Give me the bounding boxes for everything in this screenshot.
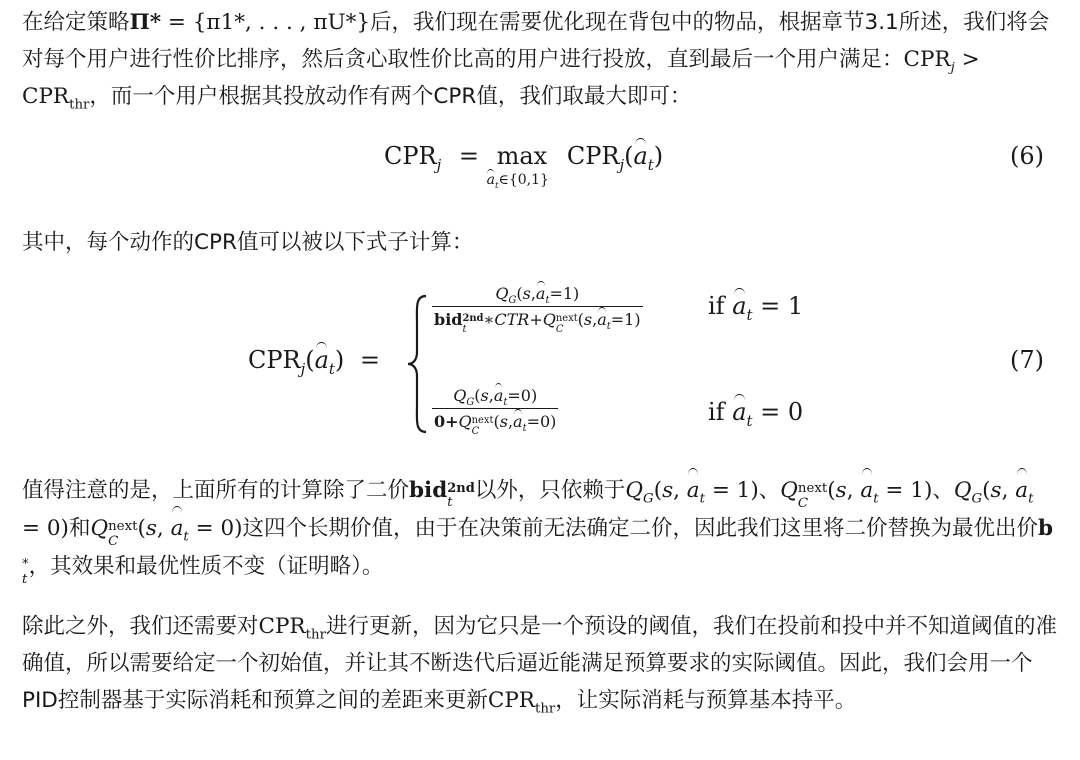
paragraph-3: 值得注意的是，上面所有的计算除了二价bid 2nd t 以外，只依赖于$Q_G(s$, $a_t = 1$)、Q next C (s, $a_t = 1$)、$Q_G(s$, $a_t = 0$)和Q next C (s, $a_t = 0$)这四个长期价值，由于在决策前无法确定二价，因此我们这里将二价替换为最优出价b * t ，其效果和最优性质不变（证明略）。: [22, 472, 1058, 586]
equation-6-number: (6): [1010, 142, 1044, 170]
inline-qg-0: $Q_G(s$, $a_t = 0$): [22, 478, 1033, 541]
inline-condition: $CPR_j > CPR_{thr}$: [22, 47, 980, 113]
equation-7: $CPR_j(a_t)$ = $Q_G(s,a_t=1)$ bid 2nd t ∗CTR+Q next C $(s,a_t=1)$ if $a_t = 1$ $Q_G(s,a_t=0)$ 0+Q next C $(s,a_t=0)$ if $a_t = 0$ (7): [248, 284, 1044, 438]
equation-7-number: (7): [1010, 346, 1044, 374]
case-1-condition: if $a_t = 1$: [708, 292, 804, 324]
inline-qg-1: $Q_G(s$, $a_t = 1$): [625, 478, 758, 503]
left-brace: [406, 294, 428, 434]
paragraph-4: 除此之外，我们还需要对$CPR_{thr}$进行更新，因为它只是一个预设的阈值，我们在投前和投中并不知道阈值的准确值，所以需要给定一个初始值，并让其不断迭代后逼近能满足预算要求的实际阈值。因此，我们会用一个PID控制器基于实际消耗和预算之间的差距来更新$CPR_{thr}$，让实际消耗与预算基本持平。: [22, 614, 1057, 717]
case-1-fraction: $Q_G(s,a_t=1)$ bid 2nd t ∗CTR+Q next C $(s,a_t=1)$: [434, 284, 641, 336]
case-2-condition: if $a_t = 0$: [708, 398, 804, 430]
paragraph-1: 在给定策略Π* = {π1*, . . . , πU*}后，我们现在需要优化现在背包中的物品，根据章节3.1所述，我们将会对每个用户进行性价比排序，然后贪心取性价比高的用户进行投放，直到最后一个用户满足：$CPR_j > CPR_{thr}$，而一个用户根据其投放动作有两个CPR值，我们取最大即可：: [22, 10, 1050, 113]
inline-qc-0: Q next C (s, $a_t = 0$): [90, 516, 242, 541]
case-2-fraction: $Q_G(s,a_t=0)$ 0+Q next C $(s,a_t=0)$: [434, 386, 557, 438]
inline-qc-1: Q next C (s, $a_t = 1$): [780, 478, 932, 503]
paragraph-2: 其中，每个动作的CPR值可以被以下式子计算：: [22, 230, 474, 255]
policy-symbol: Π* = {π1*, . . . , πU*}: [129, 10, 371, 35]
paper-page: 在给定策略Π* = {π1*, . . . , πU*}后，我们现在需要优化现在背包中的物品，根据章节3.1所述，我们将会对每个用户进行性价比排序，然后贪心取性价比高的用户进行投放，直到最后一个用户满足：$CPR_j > CPR_{thr}$，而一个用户根据其投放动作有两个CPR值，我们取最大即可： $CPR_j = \max$ $a_t\in\{0,1\}$ $CPR_j(a_t)$ (6) 其中，每个动作的CPR值可以被以下式子计算： $CPR_j(a_t)$ = $Q_G(s,a_t=1)$ bid 2nd t ∗CTR+Q next C $(s,a_t=1)$ if $a_t = 1$ $Q_G(s,a_t=0)$ 0+Q next C $(s,a_t=0)$ if $a_t = 0$ (7) 值得注意的是，上面所有的计算除了二价bid 2nd t 以外，只依赖于$Q_G(s$, $a_t = 1$)、Q next C (s, $a_t = 1$)、$Q_G(s$, $a_t = 0$)和Q next C (s, $a_t = 0$)这四个长期价值，由于在决策前无法确定二价，因此我们这里将二价替换为最优出价b * t ，其效果和最优性质不变（证明略）。 除此之外，我们还需要对$CPR_{thr}$进行更新，因为它只是一个预设的阈值，我们在投前和投中并不知道阈值的准确值，所以需要给定一个初始值，并让其不断迭代后逼近能满足预算要求的实际阈值。因此，我们会用一个PID控制器基于实际消耗和预算之间的差距来更新$CPR_{thr}$，让实际消耗与预算基本持平。: [0, 0, 1080, 760]
